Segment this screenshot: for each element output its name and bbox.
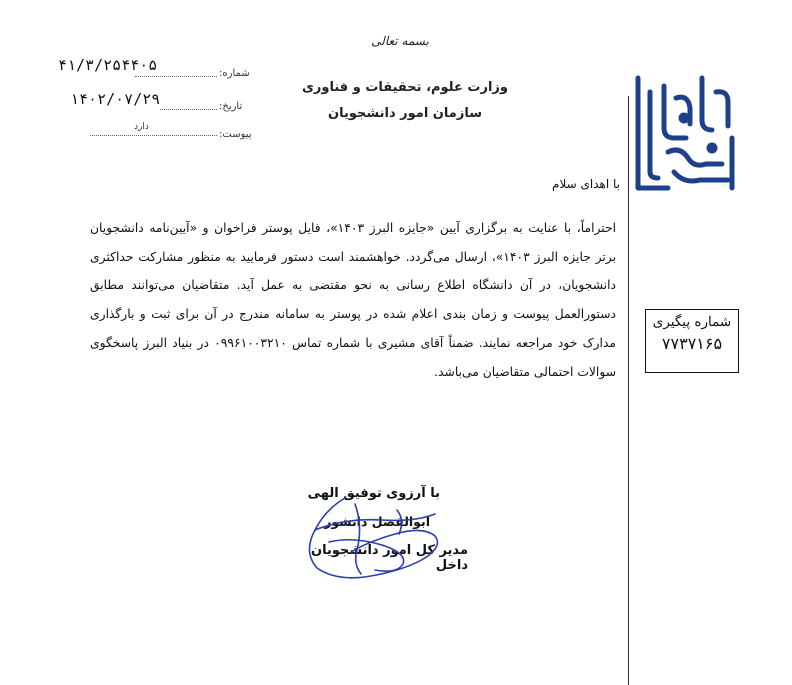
closing-line: با آرزوی توفیق الهی: [307, 486, 440, 501]
number-label: شماره:: [219, 68, 250, 79]
attachment-dotted-line: [90, 135, 217, 136]
tracking-number: ۷۷۳۷۱۶۵: [661, 334, 723, 353]
handwritten-signature: [285, 490, 455, 585]
salutation: با اهدای سلام: [552, 177, 620, 191]
signer-title: مدیر کل امور دانشجویان داخل: [310, 543, 468, 573]
basmala: بسمه تعالی: [371, 34, 429, 48]
date-dotted-line: [160, 109, 217, 110]
number-dotted-line: [135, 76, 217, 77]
attachment-value: دارد: [134, 122, 149, 132]
attachment-label: پیوست:: [219, 129, 252, 140]
letter-number: ۴۱/۳/۲۵۴۴۰۵: [58, 56, 158, 74]
tracking-label: شماره پیگیری: [652, 314, 732, 330]
letter-body: احتراماً، با عنایت به برگزاری آیین «جایزه البرز ۱۴۰۳»، فایل پوستر فراخوان و «آیین‌نامه دانشجویان برتر جایزه البرز ۱۴۰۳»، ارسال می‌گردد. خواهشمند است دستور فرمایید به منظور مشارکت حداکثری دانشجویان، در آن دانشگاه اطلاع رسانی به نحو مقتضی به عمل آید. متقاضیان می‌توانند مطابق دستورالعمل پیوست و زمان بندی اعلام شده در پوستر به سامانه مندرج در آن برای ثبت و بارگذاری مدارک خود مراجعه نمایند. ضمناً آقای مشیری با شماره تماس ۰۹۹۶۱۰۰۳۲۱۰ در بنیاد البرز پاسخگوی سوالات احتمالی متقاضیان می‌باشد.: [90, 221, 616, 379]
ministry-name: وزارت علوم، تحقیقات و فناوری: [302, 80, 508, 95]
date-label: تاریخ:: [219, 101, 243, 112]
letter-date: ۱۴۰۲/۰۷/۲۹: [70, 90, 161, 108]
signer-name: ابوالفضل دانشور: [324, 514, 430, 529]
organization-name: سازمان امور دانشجویان: [328, 106, 482, 121]
tracking-box: [645, 309, 739, 373]
organization-logo: [628, 68, 744, 198]
